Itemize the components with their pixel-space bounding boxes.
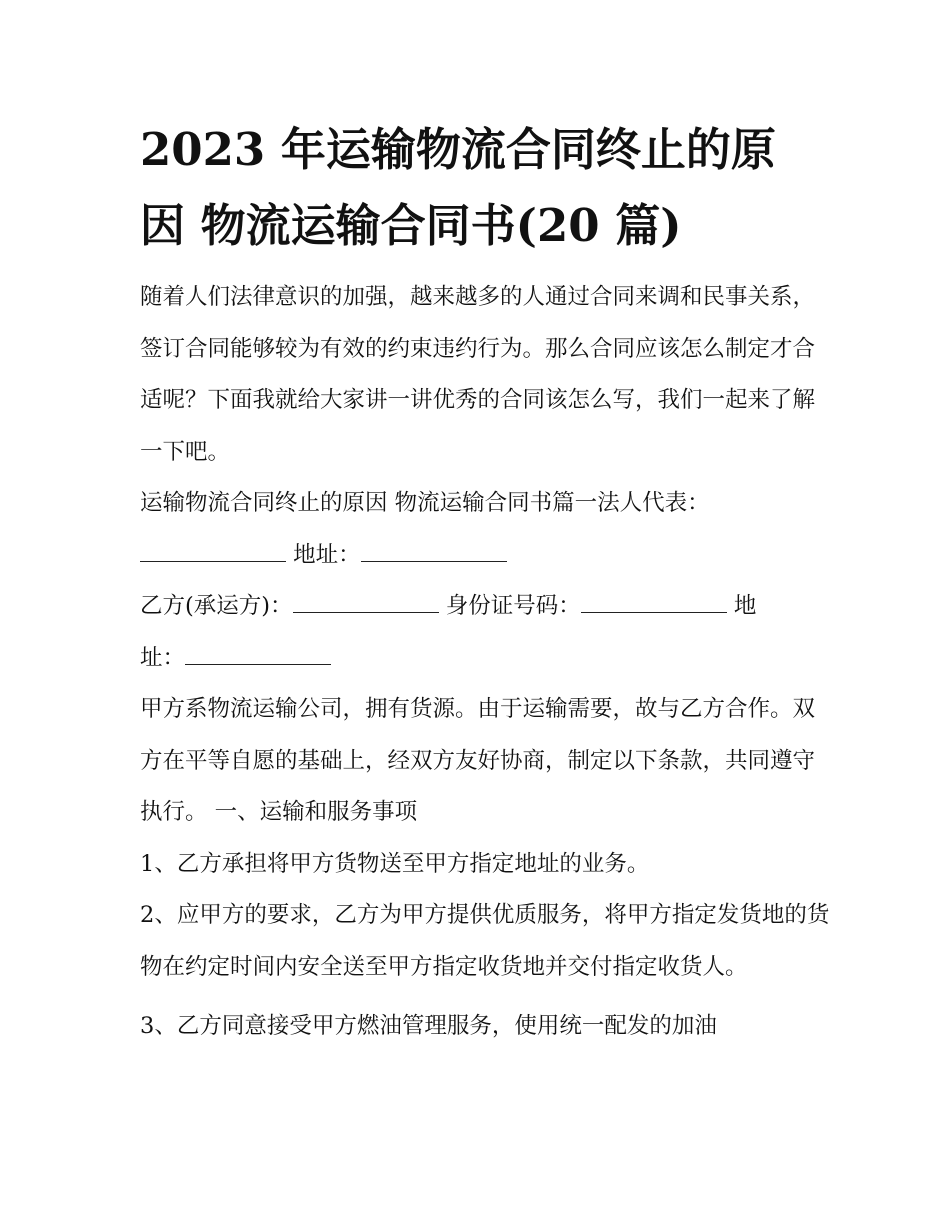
id-number-label: 身份证号码： xyxy=(445,593,581,619)
clause-item-3: 3、乙方同意接受甲方燃油管理服务，使用统一配发的加油 xyxy=(140,1013,717,1039)
id-number-blank xyxy=(581,594,727,613)
clause-item-2: 2、应甲方的要求，乙方为甲方提供优质服务，将甲方指定发货地的货物在约定时间内安全送至甲方指定收货地并交付指定收货人。 xyxy=(140,902,830,980)
party-b-fields xyxy=(140,581,830,684)
party-b-address-label-part1: 地 xyxy=(733,593,757,619)
document-page xyxy=(140,112,830,1053)
address-blank xyxy=(361,543,507,562)
title-line-2: 因 物流运输合同书(20 篇) xyxy=(140,199,682,252)
section-heading: 运输物流合同终止的原因 物流运输合同书篇一法人代表： xyxy=(140,490,710,516)
intro-paragraph: 随着人们法律意识的加强，越来越多的人通过合同来调和民事关系，签订合同能够较为有效的约束违约行为。那么合同应该怎么制定才合适呢？下面我就给大家讲一讲优秀的合同该怎么写，我们一起来了解一下吧。 xyxy=(140,284,816,465)
party-b-label: 乙方(承运方)： xyxy=(140,593,293,619)
legal-rep-blank xyxy=(140,543,286,562)
cooperation-paragraph: 甲方系物流运输公司，拥有货源。由于运输需要，故与乙方合作。双方在平等自愿的基础上，经双方友好协商，制定以下条款，共同遵守执行。 一、运输和服务事项 xyxy=(140,696,816,825)
address-label: 地址： xyxy=(293,541,361,568)
party-b-address-label-part2: 址： xyxy=(140,644,186,671)
document-title xyxy=(140,112,830,264)
party-b-blank xyxy=(293,594,439,613)
clause-item-1: 1、乙方承担将甲方货物送至甲方指定地址的业务。 xyxy=(140,850,650,877)
party-a-fields xyxy=(140,530,830,582)
party-b-address-blank xyxy=(185,646,331,665)
title-line-1: 2023 年运输物流合同终止的原 xyxy=(140,123,776,176)
